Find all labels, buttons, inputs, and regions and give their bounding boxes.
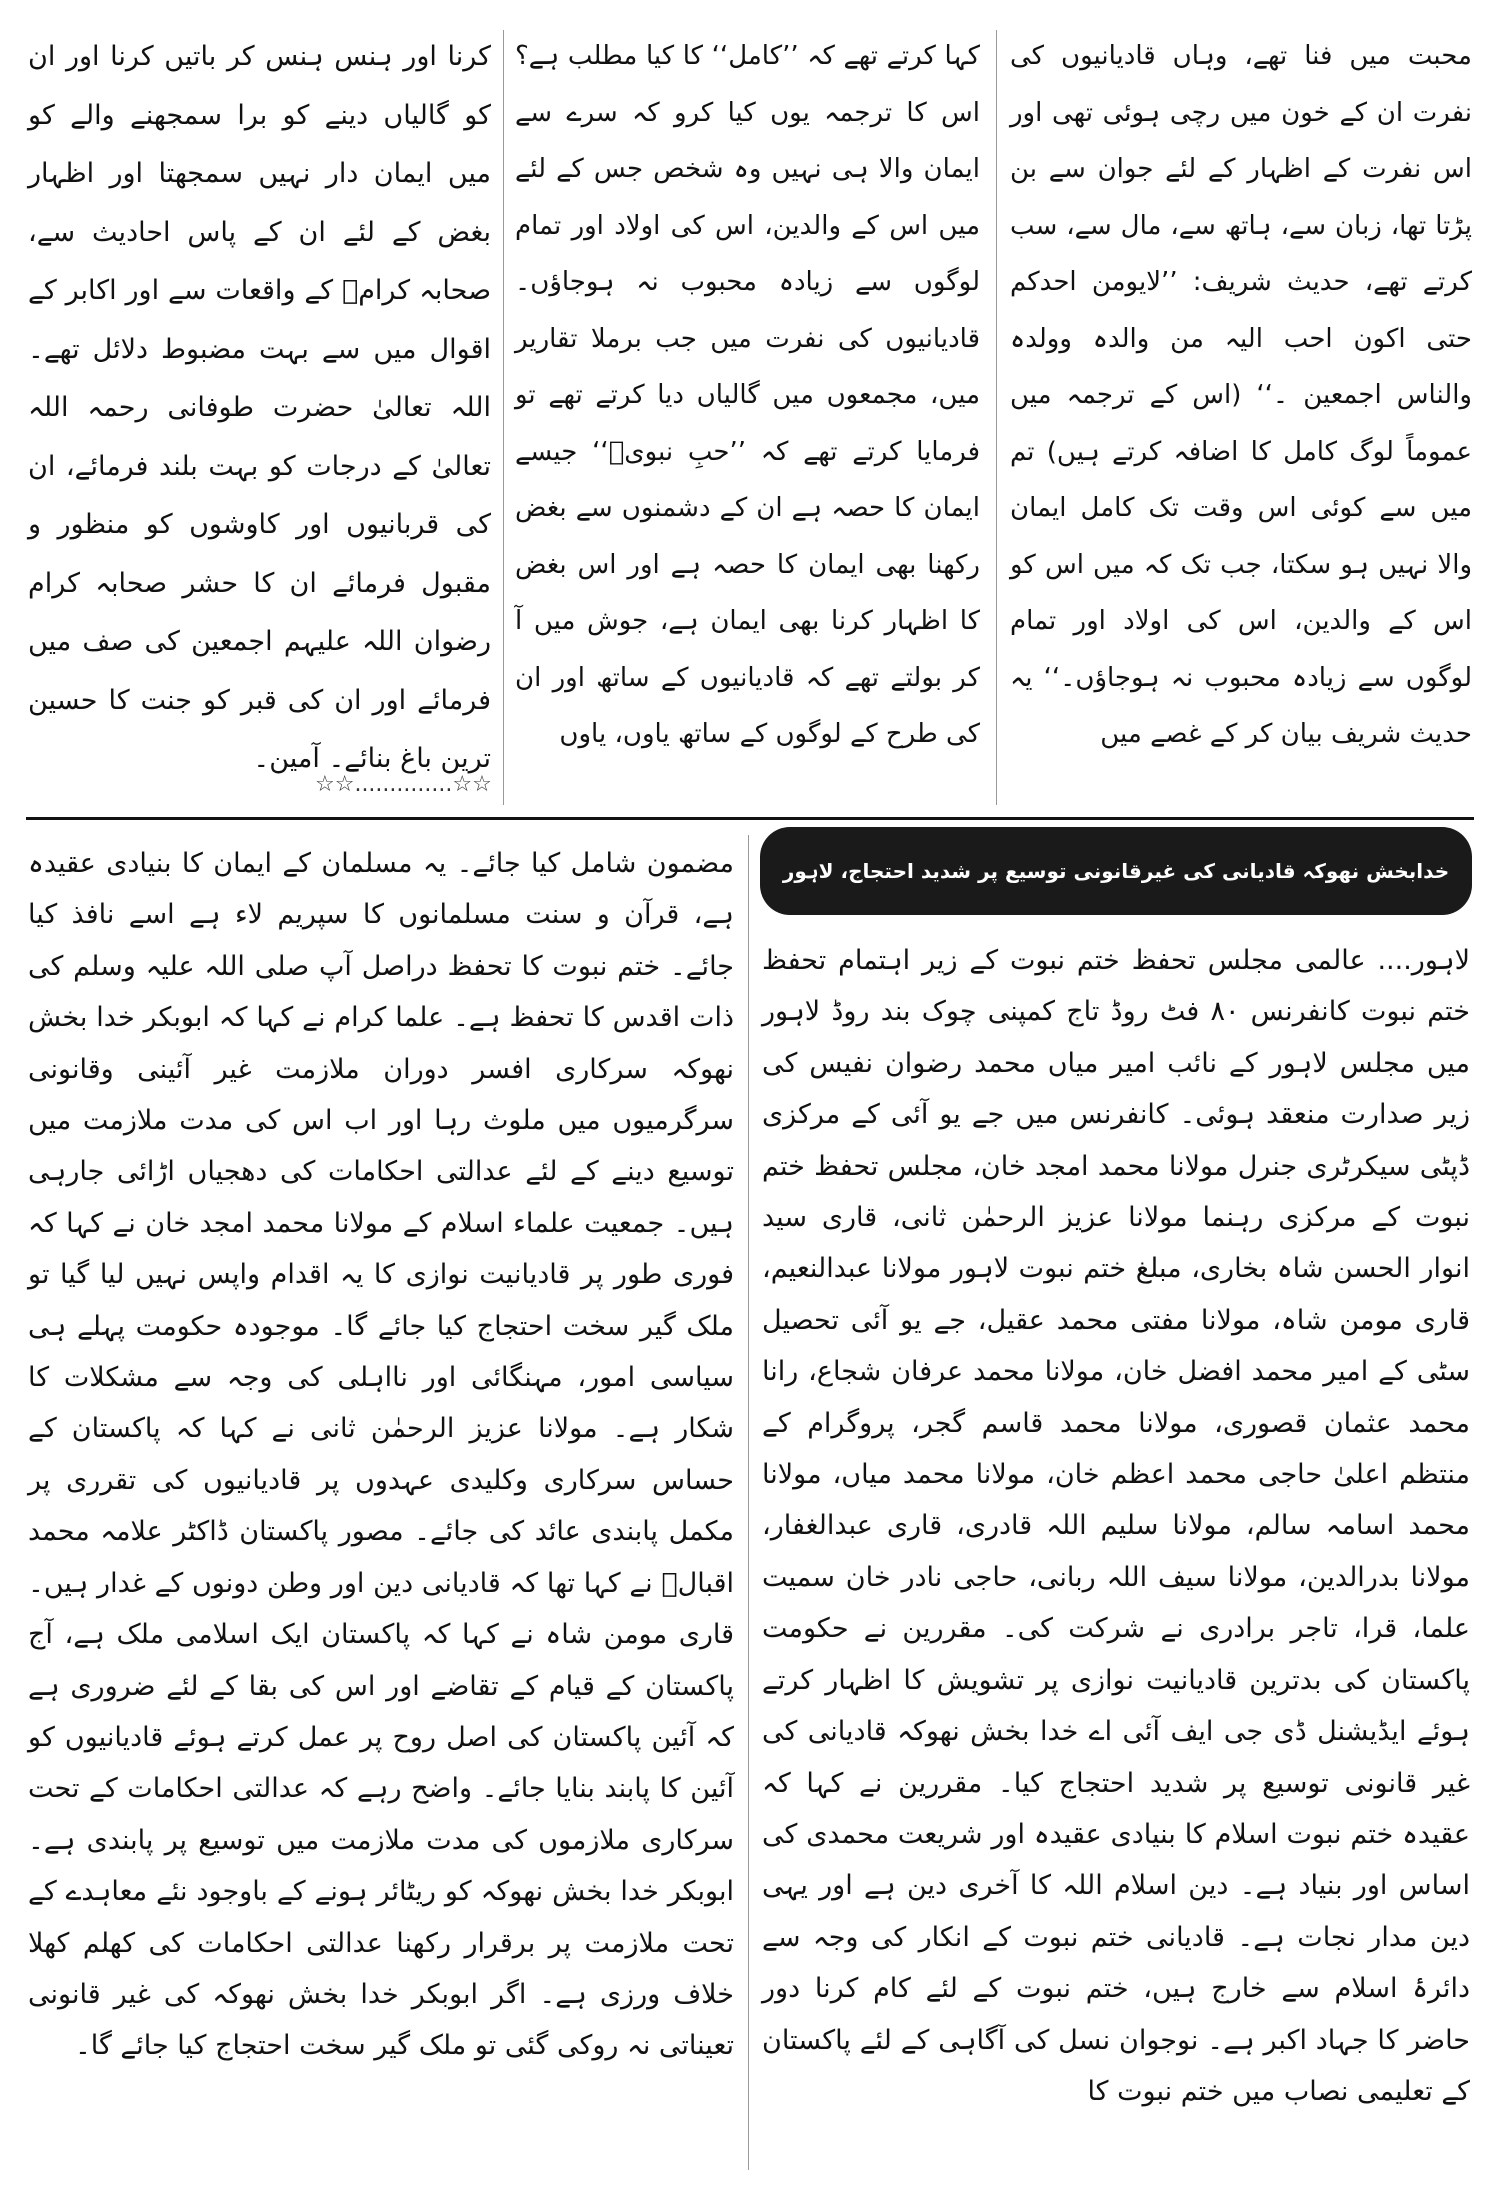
article1-column-middle	[515, 28, 980, 808]
article2-headline: خدابخش نھوکہ قادیانی کی غیرقانونی توسیع پر شدید احتجاج، لاہور	[782, 859, 1450, 883]
article2-column-right	[762, 935, 1470, 2170]
article1-column-right	[1010, 28, 1472, 808]
article1-column-middle-text: کہا کرتے تھے کہ ’’کامل‘‘ کا کیا مطلب ہے؟ اس کا ترجمہ یوں کیا کرو کہ سرے سے ایمان والا ہی نہیں وہ شخص جس کے لئے میں اس کے والدین، اس کی اولاد اور تمام لوگوں سے زیادہ محبوب نہ ہوجاؤں۔ قادیانیوں کی نفرت میں جب برملا تقاریر میں، مجمعوں میں گالیاں دیا کرتے تھے تو فرمایا کرتے تھے کہ ’’حبِ نبویؐ‘‘ جیسے ایمان کا حصہ ہے ان کے دشمنوں سے بغض رکھنا بھی ایمان کا حصہ ہے اور اس بغض کا اظہار کرنا بھی ایمان ہے، جوش میں آ کر بولتے تھے کہ قادیانیوں کے ساتھ اور ان کی طرح کے لوگوں کے ساتھ یاوں، یاوں	[515, 41, 980, 749]
column-divider	[996, 30, 997, 805]
article1-column-left-text: کرنا اور ہنس ہنس کر باتیں کرنا اور ان کو گالیاں دینے کو برا سمجھنے والے کو میں ایمان دار نہیں سمجھتا اور اظہار بغض کے لئے ان کے پاس احادیث سے، صحابہ کرامؓ کے واقعات سے اور اکابر کے اقوال میں سے بہت مضبوط دلائل تھے۔ اللہ تعالیٰ حضرت طوفانی رحمہ اللہ تعالیٰ کے درجات کو بہت بلند فرمائے، ان کی قربانیوں اور کاوشوں کو منظور و مقبول فرمائے ان کا حشر صحابہ کرام رضوان اللہ علیہم اجمعین کی صف میں فرمائے اور ان کی قبر کو جنت کا حسین ترین باغ بنائے۔ آمین۔	[28, 41, 491, 774]
article1-column-left	[28, 28, 491, 808]
article1-column-right-text: محبت میں فنا تھے، وہاں قادیانیوں کی نفرت ان کے خون میں رچی ہوئی تھی اور اس نفرت کے اظہار کے لئے جوان سے بن پڑتا تھا، زبان سے، ہاتھ سے، مال سے، سب کرتے تھے، حدیث شریف: ’’لایومن احدکم حتی اکون احب الیہ من والدہ وولدہ والناس اجمعین ۔‘‘ (اس کے ترجمہ میں عموماً لوگ کامل کا اضافہ کرتے ہیں) تم میں سے کوئی اس وقت تک کامل ایمان والا نہیں ہو سکتا، جب تک کہ میں اس کو اس کے والدین، اس کی اولاد اور تمام لوگوں سے زیادہ محبوب نہ ہوجاؤں۔‘‘ یہ حدیث شریف بیان کر کے غصے میں	[1010, 41, 1472, 749]
article2-column-left	[28, 838, 734, 2168]
column-divider	[503, 30, 504, 805]
article-separator-line	[26, 817, 1474, 820]
article-end-separator: ☆☆..............☆☆	[315, 772, 492, 797]
article2-column-left-text: مضمون شامل کیا جائے۔ یہ مسلمان کے ایمان کا بنیادی عقیدہ ہے، قرآن و سنت مسلمانوں کا سپریم لاء ہے اسے نافذ کیا جائے۔ ختم نبوت کا تحفظ دراصل آپ صلی اللہ علیہ وسلم کی ذات اقدس کا تحفظ ہے۔ علما کرام نے کہا کہ ابوبکر خدا بخش نھوکہ سرکاری افسر دوران ملازمت غیر آئینی وقانونی سرگرمیوں میں ملوث رہا اور اب اس کی مدت ملازمت میں توسیع دینے کے لئے عدالتی احکامات کی دھجیاں اڑائی جارہی ہیں۔ جمعیت علماء اسلام کے مولانا محمد امجد خان نے کہا کہ فوری طور پر قادیانیت نوازی کا یہ اقدام واپس نہیں لیا گیا تو ملک گیر سخت احتجاج کیا جائے گا۔ موجودہ حکومت پہلے ہی سیاسی امور، مہنگائی اور نااہلی کی وجہ سے مشکلات کا شکار ہے۔ مولانا عزیز الرحمٰن ثانی نے کہا کہ پاکستان کے حساس سرکاری وکلیدی عہدوں پر قادیانیوں کی تقرری پر مکمل پابندی عائد کی جائے۔ مصور پاکستان ڈاکٹر علامہ محمد اقبالؒ نے کہا تھا کہ قادیانی دین اور وطن دونوں کے غدار ہیں۔ قاری مومن شاہ نے کہا کہ پاکستان ایک اسلامی ملک ہے، آج پاکستان کے قیام کے تقاضے اور اس کی بقا کے لئے ضروری ہے کہ آئین پاکستان کی اصل روح پر عمل کرتے ہوئے قادیانیوں کو آئین کا پابند بنایا جائے۔ واضح رہے کہ عدالتی احکامات کے تحت سرکاری ملازموں کی مدت ملازمت میں توسیع پر پابندی ہے۔ ابوبکر خدا بخش نھوکہ کو ریٹائر ہونے کے باوجود نئے معاہدے کے تحت ملازمت پر برقرار رکھنا عدالتی احکامات کی کھلم کھلا خلاف ورزی ہے۔ اگر ابوبکر خدا بخش نھوکہ کی غیر قانونی تعیناتی نہ روکی گئی تو ملک گیر سخت احتجاج کیا جائے گا۔	[28, 848, 734, 2062]
article2-column-right-text: لاہور.... عالمی مجلس تحفظ ختم نبوت کے زیر اہتمام تحفظ ختم نبوت کانفرنس ۸۰ فٹ روڈ تاج کمپنی چوک بند روڈ لاہور میں مجلس لاہور کے نائب امیر میاں محمد رضوان نفیس کی زیر صدارت منعقد ہوئی۔ کانفرنس میں جے یو آئی کے مرکزی ڈپٹی سیکرٹری جنرل مولانا محمد امجد خان، مجلس تحفظ ختم نبوت کے مرکزی رہنما مولانا عزیز الرحمٰن ثانی، قاری سید انوار الحسن شاہ بخاری، مبلغ ختم نبوت لاہور مولانا عبدالنعیم، قاری مومن شاہ، مولانا مفتی محمد عقیل، جے یو آئی تحصیل سٹی کے امیر محمد افضل خان، مولانا محمد عرفان شجاع، رانا محمد عثمان قصوری، مولانا محمد قاسم گجر، پروگرام کے منتظم اعلیٰ حاجی محمد اعظم خان، مولانا محمد میاں، مولانا محمد اسامہ سالم، مولانا سلیم اللہ قادری، قاری عبدالغفار، مولانا بدرالدین، مولانا سیف اللہ ربانی، حاجی نادر خان سمیت علما، قرا، تاجر برادری نے شرکت کی۔ مقررین نے حکومت پاکستان کی بدترین قادیانیت نوازی پر تشویش کا اظہار کرتے ہوئے ایڈیشنل ڈی جی ایف آئی اے خدا بخش نھوکہ قادیانی کی غیر قانونی توسیع پر شدید احتجاج کیا۔ مقررین نے کہا کہ عقیدہ ختم نبوت اسلام کا بنیادی عقیدہ اور شریعت محمدی کی اساس اور بنیاد ہے۔ دین اسلام اللہ کا آخری دین ہے اور یہی دین مدار نجات ہے۔ قادیانی ختم نبوت کے انکار کی وجہ سے دائرۂ اسلام سے خارج ہیں، ختم نبوت کے لئے کام کرنا دور حاضر کا جہاد اکبر ہے۔ نوجوان نسل کی آگاہی کے لئے پاکستان کے تعلیمی نصاب میں ختم نبوت کا	[762, 945, 1470, 2107]
article2-headline-box	[760, 827, 1472, 915]
column-divider	[748, 835, 749, 2170]
